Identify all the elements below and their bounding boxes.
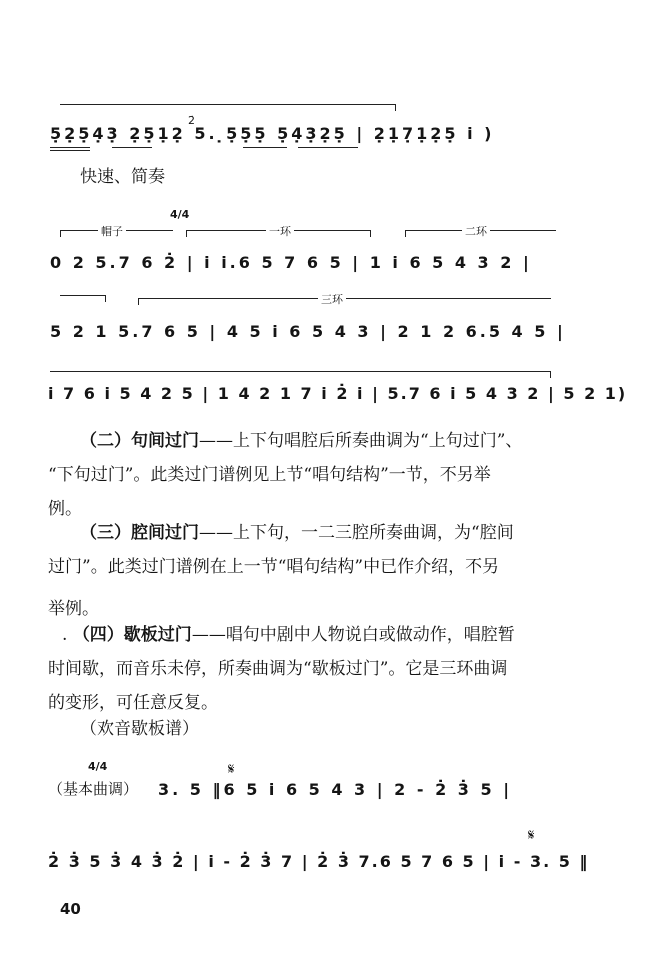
underline — [112, 147, 152, 148]
paragraph-2-line-1 — [80, 424, 522, 458]
segno-mark: 𝄋 — [228, 760, 235, 778]
paragraph-3-line-2: 过门”。此类过门谱例在上一节“唱句结构”中已作介绍，不另 — [48, 557, 500, 577]
paragraph-3-line-1 — [80, 516, 514, 550]
bracket-line3 — [50, 371, 551, 378]
paragraph-2-text: ——上下句唱腔后所奏曲调为“上句过门”、 — [199, 431, 523, 451]
example-time-signature: 4/4 — [88, 760, 108, 773]
segno-mark-2: 𝄋 — [528, 826, 535, 844]
underline — [50, 150, 90, 151]
paragraph-3-text: ——上下句，一二三腔所奏曲调，为“腔间 — [199, 523, 514, 543]
section-heading: 快速、简奏 — [80, 167, 165, 187]
underline — [50, 147, 90, 148]
page-number: 40 — [60, 900, 81, 918]
underline — [298, 147, 358, 148]
paragraph-3-line-3: 举例。 — [48, 599, 99, 619]
score-line-3: i 7 6 i 5 4 2 5 | 1 4 2 1 7 i 2̇ i | 5.7 6 i 5 4 3 2 | 5 2 1) — [48, 384, 628, 403]
bracket-huan2-end — [60, 295, 106, 302]
score-line-1: 0 2 5.7 6 2̇ | i i.6 5 7 6 5 | 1 i 6 5 4 3 2 | — [50, 253, 532, 272]
time-signature: 4/4 — [170, 208, 190, 221]
paragraph-2-line-2: “下句过门”。此类过门谱例见上节“唱句结构”一节，不另举 — [48, 465, 491, 485]
example-line-1: 3. 5 ‖6 5 i 6 5 4 3 | 2 - 2̇ 3̇ 5 | — [158, 780, 513, 799]
paragraph-3-heading: （三）腔间过门 — [80, 523, 199, 543]
example-title: （欢音歇板谱） — [80, 719, 199, 739]
score-line-2: 5 2 1 5.7 6 5 | 4 5 i 6 5 4 3 | 2 1 2 6.5 4 5 | — [50, 322, 566, 341]
example-label: （基本曲调） — [48, 780, 139, 798]
label-huan3: 三环 — [318, 291, 346, 307]
paragraph-2-heading: （二）句间过门 — [80, 431, 199, 451]
label-huan2: 二环 — [462, 223, 490, 239]
phrase-bracket-top — [60, 104, 396, 111]
paragraph-4-line-1 — [62, 618, 515, 652]
paragraph-4-line-3: 的变形，可任意反复。 — [48, 693, 218, 713]
paragraph-2-line-3: 例。 — [48, 499, 82, 519]
underline — [243, 147, 287, 148]
example-line-2: 2̇ 3̇ 5 3̇ 4 3̇ 2̇ | i - 2̇ 3̇ 7 | 2̇ 3̇ 7.6 5 7 6 5 | i - 3. 5 ‖ — [48, 852, 590, 871]
paragraph-4-text: ——唱句中剧中人物说白或做动作，唱腔暂 — [191, 625, 515, 645]
label-maozi: 帽子 — [98, 223, 126, 239]
stray-mark: . — [62, 625, 73, 645]
label-huan1: 一环 — [266, 223, 294, 239]
score-line-top: 5̣2̣5̣4̣3̣ 2̣5̣1̣2̣ 5. ̣5̣5̣5̣ 5̣4̣3̣2̣5̣ | 2̣1̣7̣1̣2̣5̣ i ) — [50, 124, 495, 143]
paragraph-4-heading: （四）歇板过门 — [72, 625, 192, 645]
grace-note: 2̇ — [188, 114, 195, 127]
paragraph-4-line-2: 时间歇，而音乐未停，所奏曲调为“歇板过门”。它是三环曲调 — [48, 659, 508, 679]
